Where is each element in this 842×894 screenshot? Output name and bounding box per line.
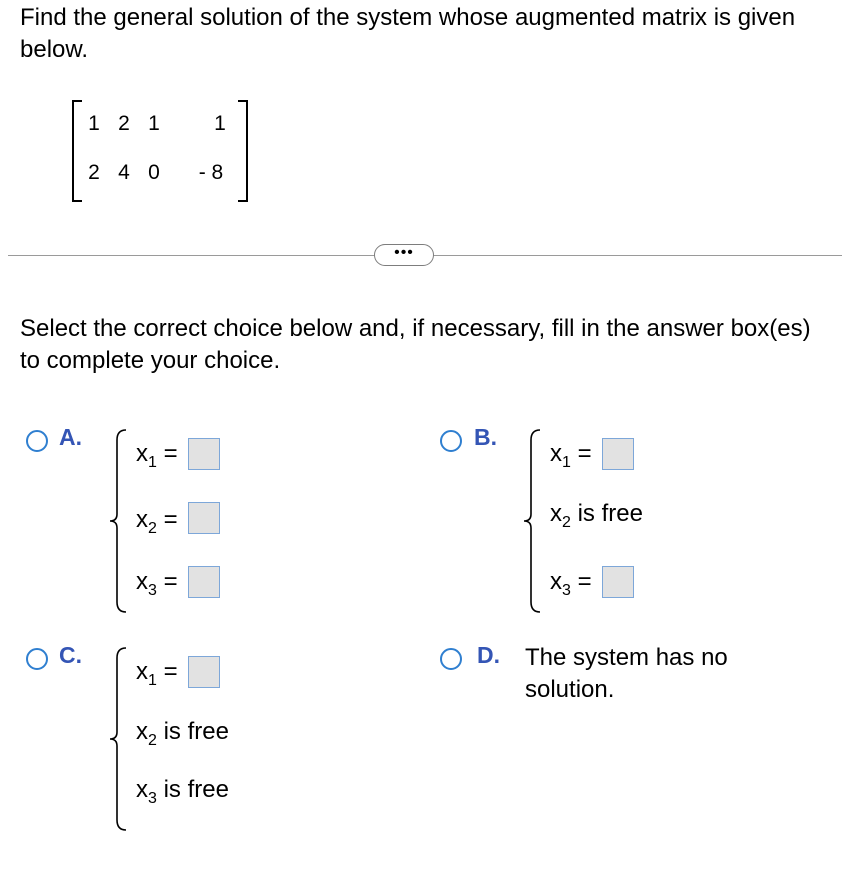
choice-c-radio[interactable] [26, 648, 48, 670]
augmented-matrix [72, 100, 248, 198]
matrix-cell-r1c1: 1 [88, 112, 100, 135]
matrix-cell-r1c2: 2 [118, 112, 130, 135]
choice-a-x2-answer-box[interactable] [188, 502, 220, 534]
choice-c-x3-label: $x_3$ is free [136, 776, 229, 807]
choice-c-brace [108, 646, 128, 832]
choice-d-radio[interactable] [440, 648, 462, 670]
choice-a-x3-label: $x_3$ = [136, 568, 178, 599]
choice-b-x1-label: $x_1$ = [550, 440, 592, 471]
choice-d-text: The system has no solution. [525, 644, 728, 703]
choice-a-letter: A. [59, 424, 82, 450]
choice-b-x2-label: $x_2$ is free [550, 500, 643, 531]
matrix-cell-r2c4: - 8 [198, 161, 224, 184]
choice-b-radio[interactable] [440, 430, 462, 452]
choice-b-x3-label: $x_3$ = [550, 568, 592, 599]
instruction-text: Select the correct choice below and, if necessary, fill in the answer box(es) to complete your choice. [20, 315, 811, 374]
matrix-cell-r2c1: 2 [88, 161, 100, 184]
choice-c-x2-label: $x_2$ is free [136, 718, 229, 749]
choice-a-x1-label: $x_1$ = [136, 440, 178, 471]
matrix-right-bracket [238, 100, 248, 202]
choice-c-x1-answer-box[interactable] [188, 656, 220, 688]
choice-d-letter: D. [477, 642, 500, 668]
choice-b-letter: B. [474, 424, 497, 450]
choice-c-letter: C. [59, 642, 82, 668]
question-text: Find the general solution of the system whose augmented matrix is given below. [20, 4, 796, 63]
choice-a-brace [108, 428, 128, 614]
matrix-cell-r1c4: 1 [214, 112, 226, 135]
choice-b-x1-answer-box[interactable] [602, 438, 634, 470]
choice-a-x2-label: $x_2$ = [136, 506, 178, 537]
choice-a-radio[interactable] [26, 430, 48, 452]
matrix-cell-r2c3: 0 [148, 161, 160, 184]
choice-b-x3-answer-box[interactable] [602, 566, 634, 598]
choice-a-x1-answer-box[interactable] [188, 438, 220, 470]
matrix-cell-r1c3: 1 [148, 112, 160, 135]
matrix-cell-r2c2: 4 [118, 161, 130, 184]
choice-b-brace [522, 428, 542, 614]
show-more-button[interactable]: ••• [374, 244, 434, 266]
matrix-left-bracket [72, 100, 82, 202]
choice-c-x1-label: $x_1$ = [136, 658, 178, 689]
choice-a-x3-answer-box[interactable] [188, 566, 220, 598]
